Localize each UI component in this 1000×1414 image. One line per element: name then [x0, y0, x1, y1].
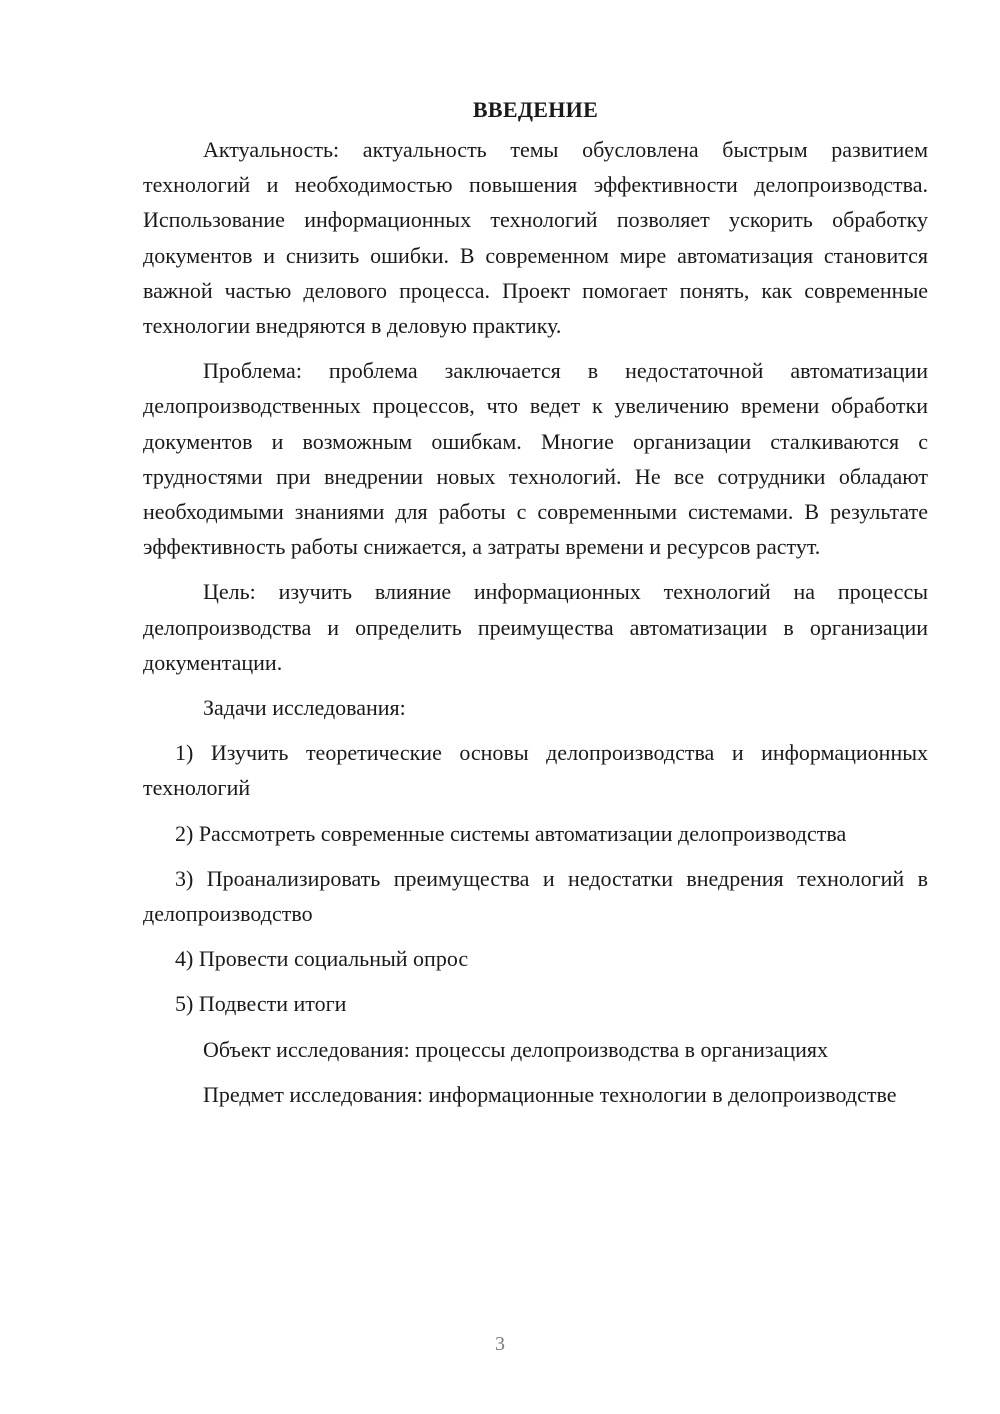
problem-paragraph: Проблема: проблема заключается в недостаточной автоматизации делопроизводственных процессов, что ведет к увеличению времени обработки документов и возможным ошибкам. Многие организации сталкиваются с трудностями при внедрении новых технологий. Не все сотрудники обладают необходимыми знаниями для работы с современными системами. В результате эффективность работы снижается, а затраты времени и ресурсов растут. — [143, 358, 928, 560]
research-object-paragraph: Объект исследования: процессы делопроизводства в организациях — [203, 1036, 829, 1062]
task-item-4: 4) Провести социальный опрос — [175, 946, 469, 972]
task-item-3: 3) Проанализировать преимущества и недостатки внедрения технологий в делопроизводство — [143, 865, 928, 927]
task-item-1: 1) Изучить теоретические основы делопроизводства и информационных технологий — [143, 740, 928, 801]
relevance-paragraph: Актуальность: актуальность темы обусловлена быстрым развитием технологий и необходимостью повышения эффективности делопроизводства. Использование информационных технологий позволяет ускорить обработку документов и снизить ошибки. В современном мире автоматизация становится важной частью делового процесса. Проект помогает понять, как современные технологии внедряются в деловую практику. — [143, 137, 928, 339]
goal-paragraph: Цель: изучить влияние информационных технологий на процессы делопроизводства и определить преимущества автоматизации в организации документации. — [143, 579, 928, 675]
task-item-2: 2) Рассмотреть современные системы автоматизации делопроизводства — [175, 820, 847, 846]
tasks-heading: Задачи исследования: — [203, 695, 406, 721]
page-number: 3 — [495, 1333, 505, 1355]
page-title: ВВЕДЕНИЕ — [472, 97, 599, 122]
research-subject-paragraph: Предмет исследования: информационные технологии в делопроизводстве — [203, 1081, 897, 1107]
document-page — [143, 92, 928, 1122]
task-item-5: 5) Подвести итоги — [175, 991, 347, 1017]
